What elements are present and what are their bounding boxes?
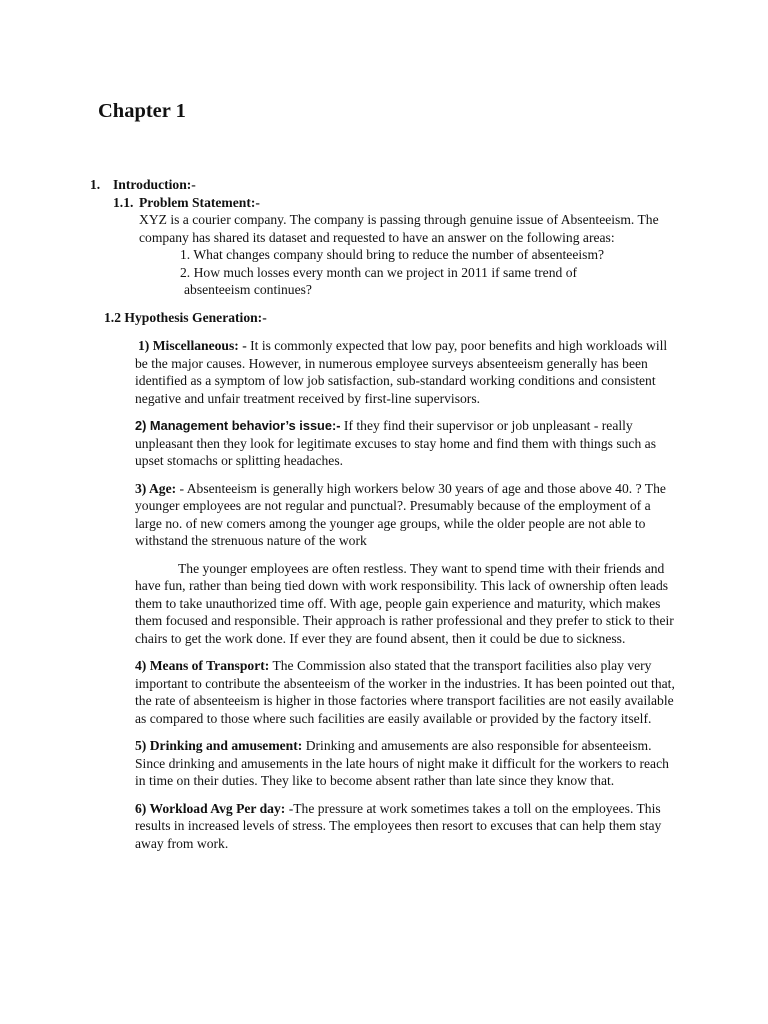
hypothesis-label: 6) Workload Avg Per day: — [135, 800, 286, 816]
hypothesis-text: If they find their supervisor or job unpleasant - really unpleasant then they look for legitimate excuses to stay home and find them with things such as upset stomachs or splitting headaches. — [135, 418, 656, 468]
hypothesis-text: - Absenteeism is generally high workers below 30 years of age and those above 40. ? The younger employees are not regular and punctual?. Presumably because of the employment of a large no. of new comers among the younger age groups, while the older people are not able to withstand the strenuous nature of the work — [135, 480, 666, 548]
question-1: 1. What changes company should bring to reduce the number of absenteeism? — [180, 247, 605, 262]
problem-statement-label: Problem Statement:- — [139, 194, 260, 210]
hypothesis-text: Drinking and amusements are also responsible for absenteeism. Since drinking and amusements in the late hours of night make it difficult for the workers to reach in time on their duties. They like to become absent rather than late since they know that. — [135, 738, 669, 788]
age-followup-paragraph: The younger employees are often restless. They want to spend time with their friends and have fun, rather than being tied down with work responsibility. This lack of ownership often leads them to take unauthorized time off. With age, people gain experience and maturity, which makes them focused and responsible. Their approach is rather professional and they prefer to stick to their chairs to get the work done. If ever they are found absent, then it could be due to sickness. — [135, 560, 674, 646]
hypothesis-drinking — [135, 737, 680, 790]
introduction-label: Introduction:- — [113, 177, 196, 192]
hypothesis-label: 4) Means of Transport: — [135, 658, 270, 673]
hypothesis-label: 1) Miscellaneous: - — [138, 338, 247, 353]
hypothesis-heading: 1.2 Hypothesis Generation:- — [104, 309, 267, 325]
introduction-heading — [90, 176, 692, 194]
problem-statement-text: XYZ is a courier company. The company is passing through genuine issue of Absenteeism. The company has shared its dataset and requested to have an answer on the following areas: — [139, 212, 659, 245]
hypothesis-text: -The pressure at work sometimes takes a toll on the employees. This results in increased levels of stress. The employees then resort to excuses that can help them stay away from work. — [135, 800, 662, 851]
document-body — [90, 176, 692, 862]
hypothesis-label: 5) Drinking and amusement: — [135, 738, 303, 753]
hypothesis-age — [135, 480, 680, 550]
chapter-title: Chapter 1 — [98, 100, 186, 122]
hypothesis-management — [135, 417, 680, 470]
introduction-number: 1. — [90, 177, 101, 192]
problem-statement-heading — [113, 194, 692, 212]
problem-statement-number: 1.1. — [113, 194, 134, 210]
hypothesis-text: The Commission also stated that the transport facilities also play very important to contribute the absenteeism of the worker in the industries. It has been pointed out that, the rate of absenteeism is higher in those factories where transport facilities are not easily available as compared to those where such facilities are easily available or provided by the factory itself. — [135, 658, 675, 726]
question-2: 2. How much losses every month can we project in 2011 if same trend of — [180, 264, 578, 280]
hypothesis-label: 2) Management behavior’s issue:- — [135, 418, 341, 433]
hypothesis-miscellaneous — [135, 337, 680, 407]
question-2-continuation: absenteeism continues? — [184, 282, 312, 297]
hypothesis-text: It is commonly expected that low pay, poor benefits and high workloads will be the major causes. However, in numerous employee surveys absenteeism generally has been identified as a symptom of low job satisfaction, sub-standard working conditions and consistent negative and unfair treatment received by first-line supervisors. — [135, 338, 668, 406]
hypothesis-workload — [135, 800, 680, 853]
hypothesis-transport — [135, 657, 680, 727]
hypothesis-label: 3) Age: — [135, 480, 177, 496]
